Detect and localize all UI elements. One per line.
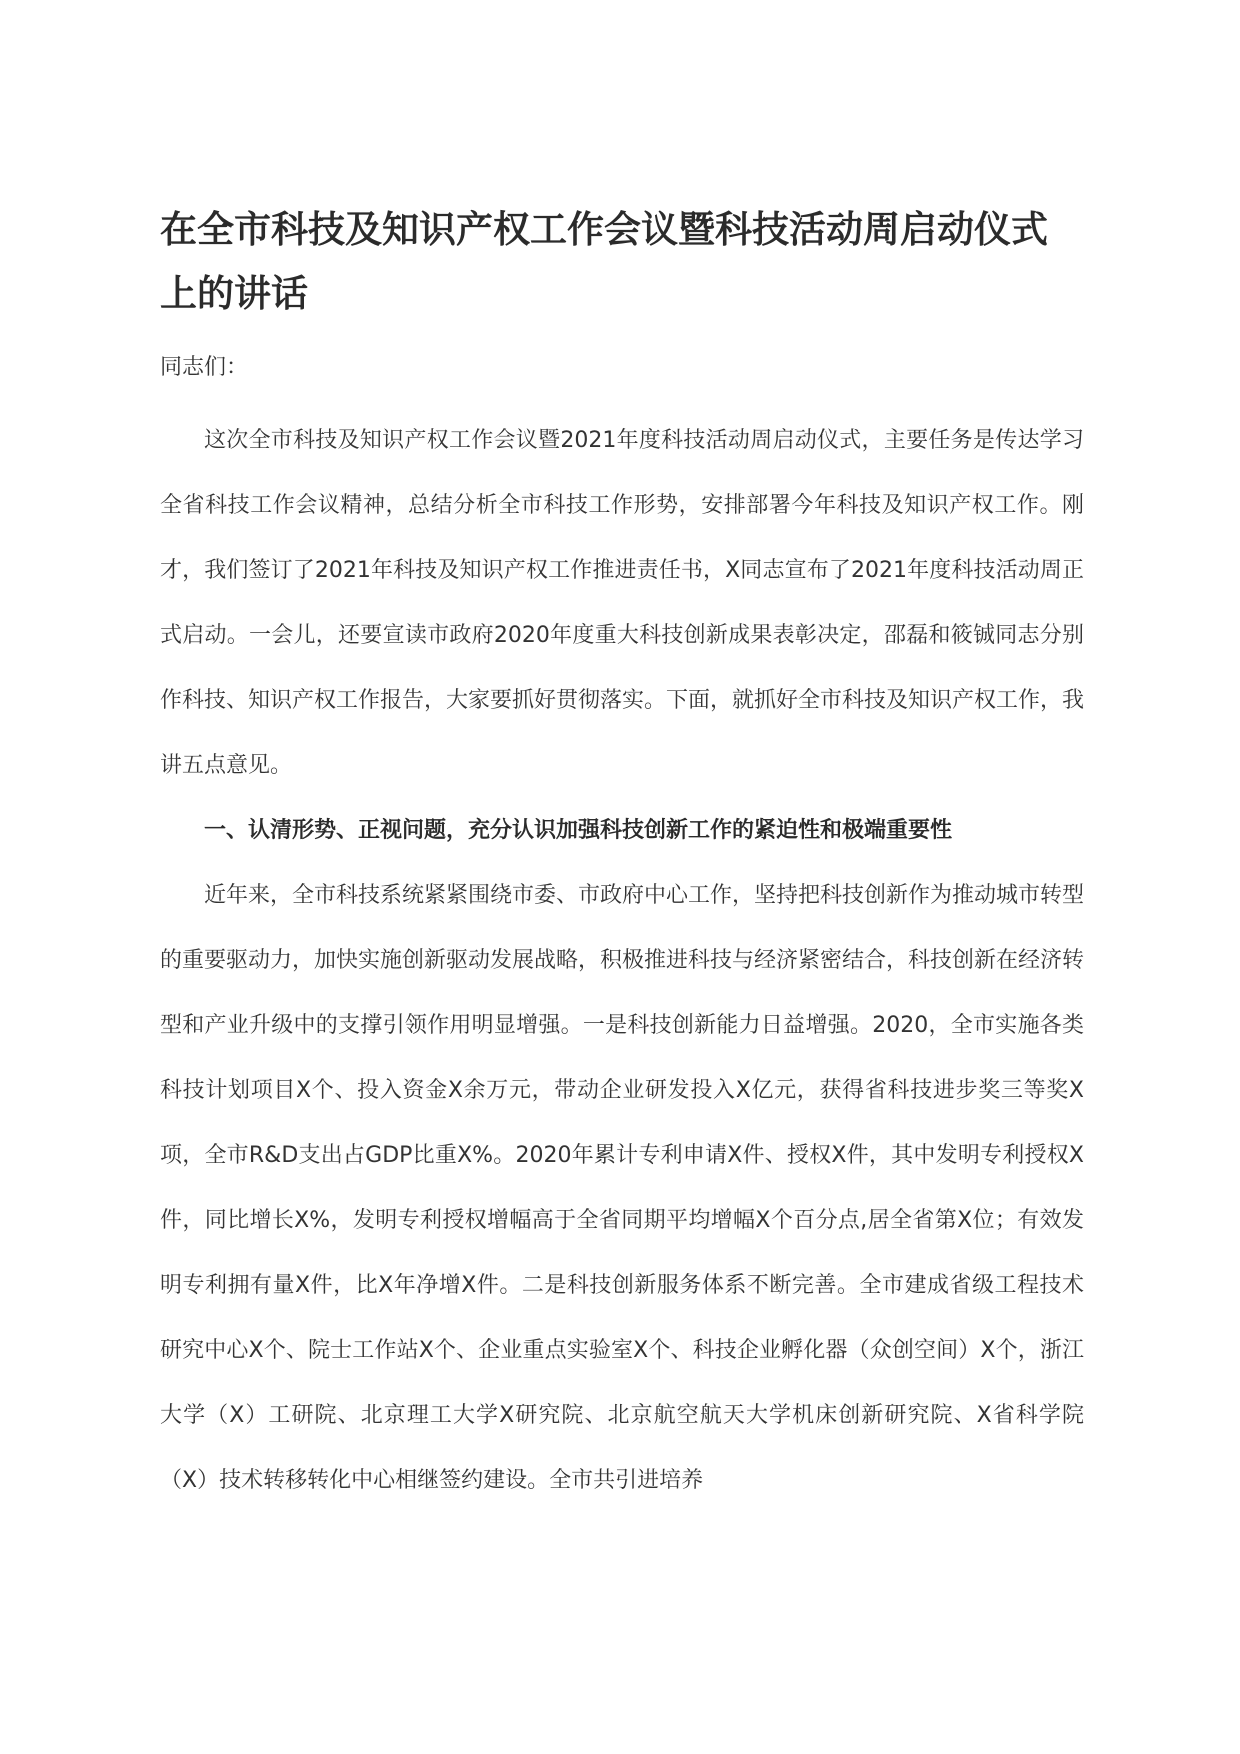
document-title: 在全市科技及知识产权工作会议暨科技活动周启动仪式上的讲话	[160, 208, 1048, 315]
section-heading: 一、认清形势、正视问题，充分认识加强科技创新工作的紧迫性和极端重要性	[204, 818, 953, 843]
section-paragraph: 近年来，全市科技系统紧紧围绕市委、市政府中心工作，坚持把科技创新作为推动城市转型的重要驱动力，加快实施创新驱动发展战略，积极推进科技与经济紧密结合，科技创新在经济转型和产业升级中的支撑引领作用明显增强。一是科技创新能力日益增强。2020，全市实施各类科技计划项目X个、投入资金X余万元，带动企业研发投入X亿元，获得省科技进步奖三等奖X项，全市R&D支出占GDP比重X%。2020年累计专利申请X件、授权X件，其中发明专利授权X件，同比增长X%，发明专利授权增幅高于全省同期平均增幅X个百分点,居全省第X位；有效发明专利拥有量X件，比X年净增X件。二是科技创新服务体系不断完善。全市建成省级工程技术研究中心X个、院士工作站X个、企业重点实验室X个、科技企业孵化器（众创空间）X个，浙江大学（X）工研院、北京理工大学X研究院、北京航空航天大学机床创新研究院、X省科学院（X）技术转移转化中心相继签约建设。全市共引进培养	[160, 883, 1085, 1493]
intro-paragraph: 这次全市科技及知识产权工作会议暨2021年度科技活动周启动仪式，主要任务是传达学习全省科技工作会议精神，总结分析全市科技工作形势，安排部署今年科技及知识产权工作。刚才，我们签订了2021年科技及知识产权工作推进责任书，X同志宣布了2021年度科技活动周正式启动。一会儿，还要宣读市政府2020年度重大科技创新成果表彰决定，邵磊和筱铖同志分别作科技、知识产权工作报告，大家要抓好贯彻落实。下面，就抓好全市科技及知识产权工作，我讲五点意见。	[160, 428, 1085, 778]
salutation: 同志们：	[160, 355, 249, 380]
document-page	[160, 198, 1084, 1513]
